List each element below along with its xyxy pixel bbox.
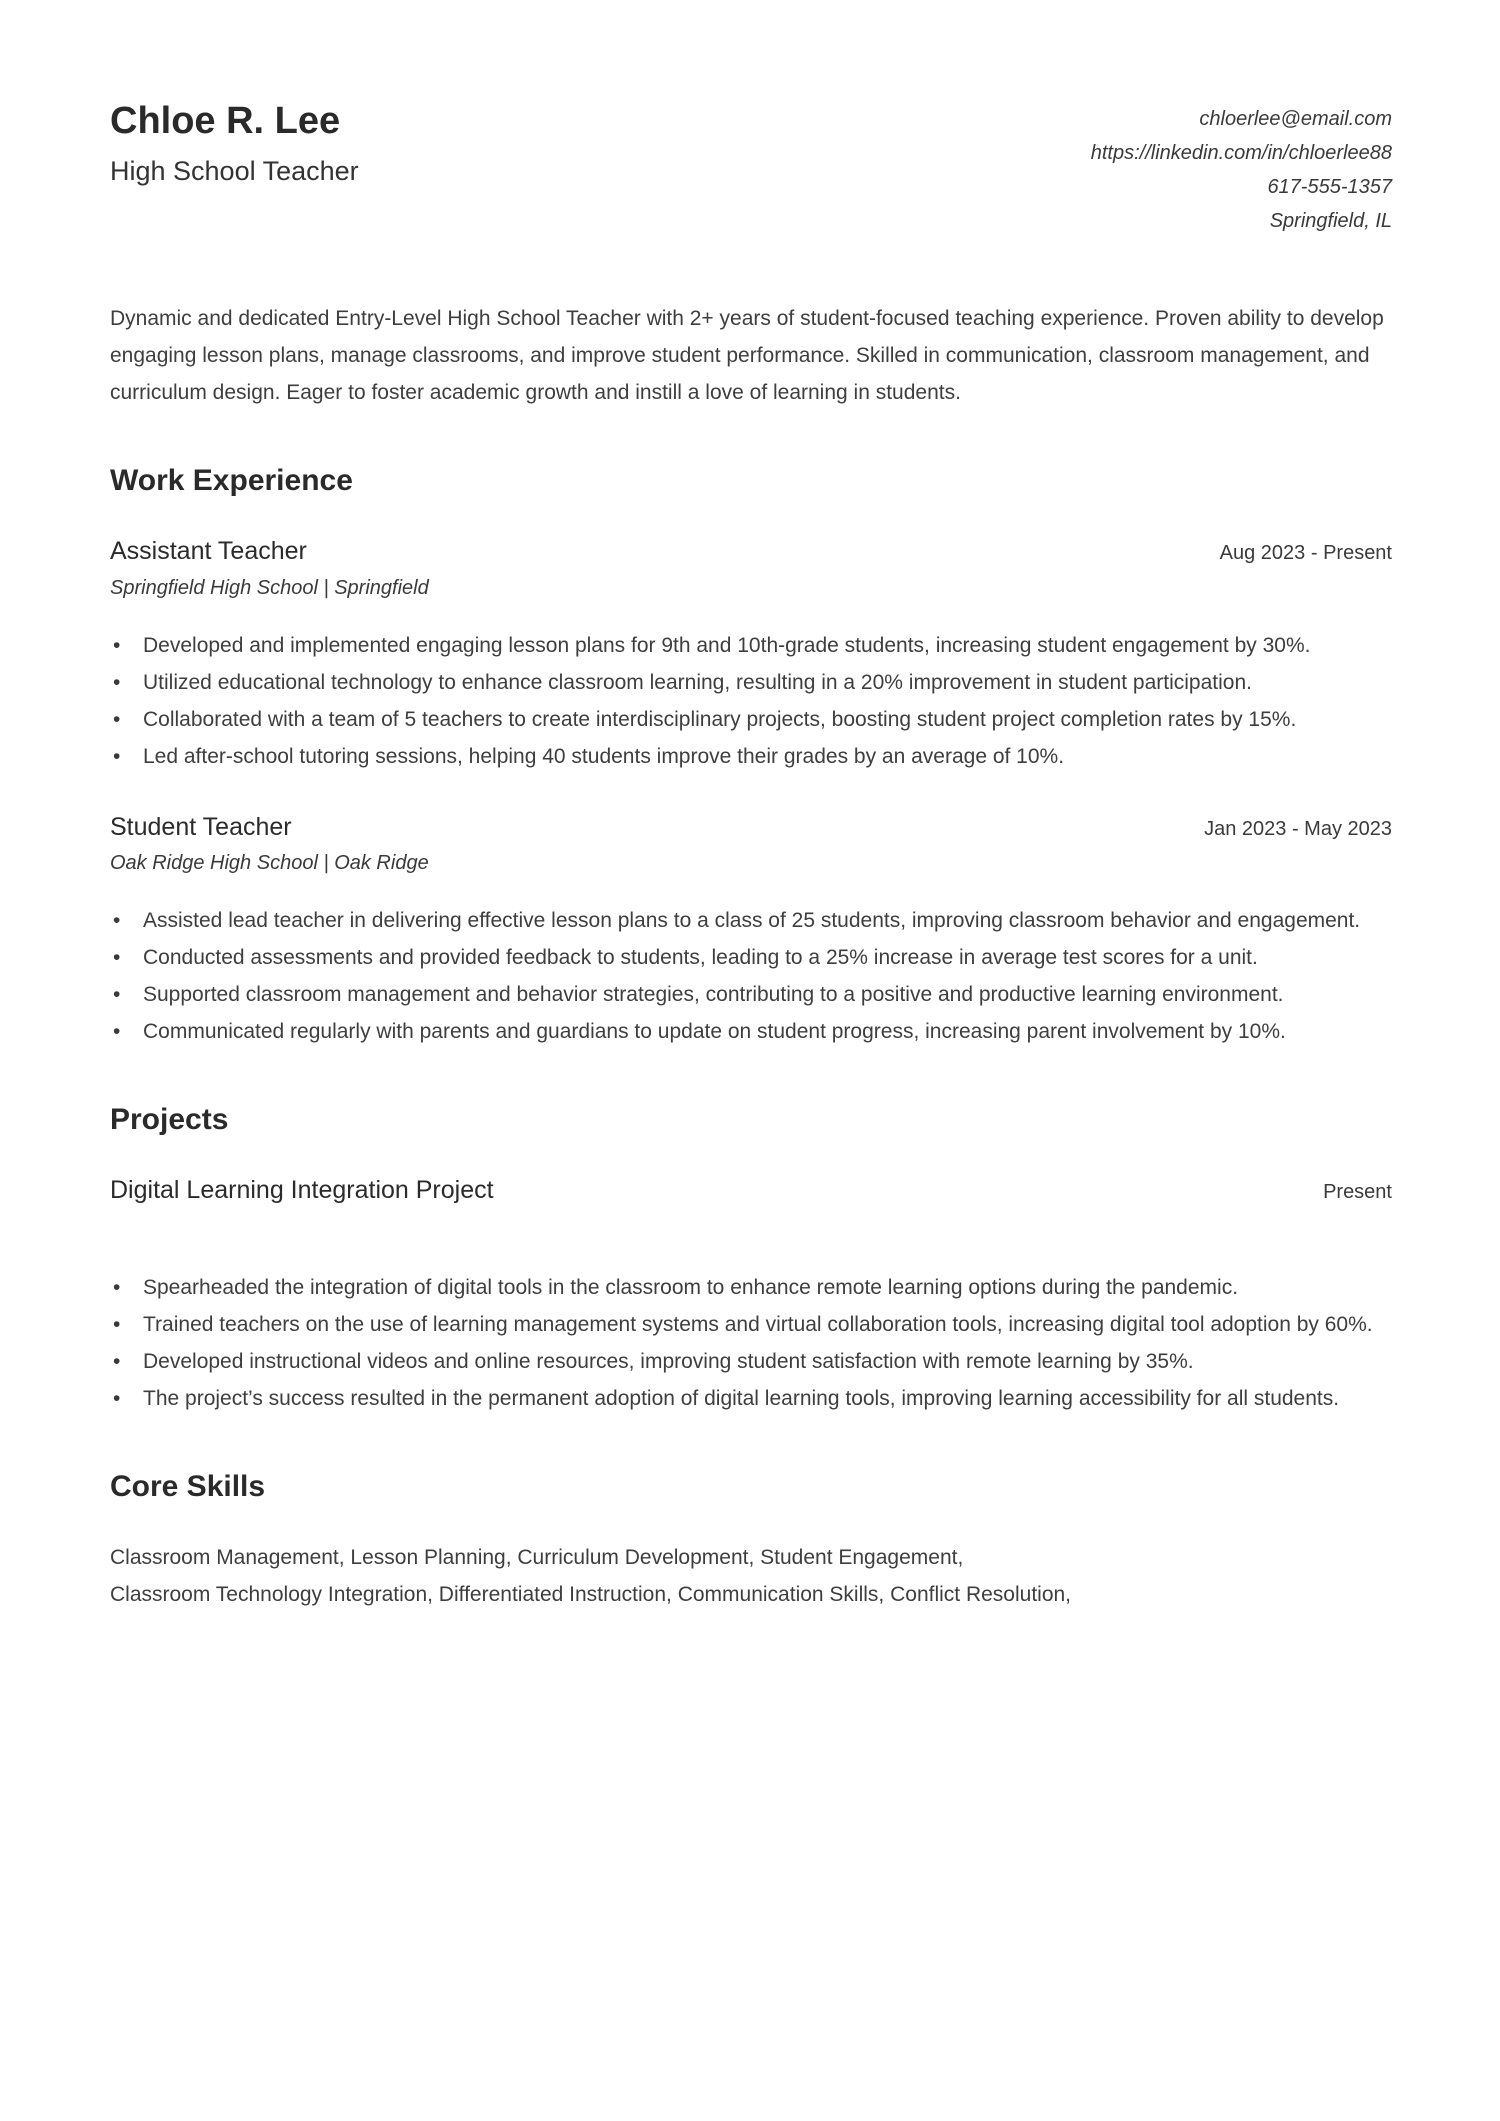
job-header: [110, 535, 1392, 568]
job-bullet: • Conducted assessments and provided feedback to students, leading to a 25% increase in average test scores for a unit.: [110, 939, 1392, 976]
contact-email: chloerlee@email.com: [1199, 108, 1392, 130]
job-bullet: • Collaborated with a team of 5 teachers to create interdisciplinary projects, boosting student project completion rates by 15%.: [110, 701, 1392, 738]
project-dates: Present: [1323, 1181, 1392, 1203]
project-bullet: • The project’s success resulted in the permanent adoption of digital learning tools, improving learning accessibility for all students.: [110, 1380, 1392, 1417]
core-skills-line: Classroom Technology Integration, Differentiated Instruction, Communication Skills, Conflict Resolution,: [110, 1582, 1072, 1606]
job-bullet: • Assisted lead teacher in delivering effective lesson plans to a class of 25 students, improving classroom behavior and engagement.: [110, 902, 1392, 939]
work-experience-heading: Work Experience: [110, 464, 353, 497]
identity-block: [110, 100, 359, 187]
job-bullet-list: [110, 902, 1392, 1050]
section-work-experience: [110, 463, 1392, 1050]
projects-heading: Projects: [110, 1103, 229, 1136]
job-bullet-list: [110, 627, 1392, 775]
core-skills-text: [110, 1539, 1392, 1613]
project-title: Digital Learning Integration Project: [110, 1176, 494, 1204]
project-bullet-list: [110, 1269, 1392, 1417]
job-bullet: • Developed and implemented engaging lesson plans for 9th and 10th-grade students, increasing student engagement by 30%.: [110, 627, 1392, 664]
job-company: Oak Ridge High School | Oak Ridge: [110, 852, 429, 874]
job-dates: Jan 2023 - May 2023: [1204, 817, 1392, 840]
job-title: Student Teacher: [110, 812, 292, 841]
project-header: [110, 1174, 1392, 1207]
contact-block: [1091, 100, 1392, 238]
job-company: Springfield High School | Springfield: [110, 576, 429, 599]
project-bullet: • Trained teachers on the use of learning management systems and virtual collaboration tools, increasing digital tool adoption by 60%.: [110, 1306, 1392, 1343]
section-core-skills: [110, 1469, 1392, 1613]
job-header: [110, 811, 1392, 844]
contact-phone: 617-555-1357: [1267, 176, 1392, 198]
resume-header: [110, 100, 1392, 238]
job-entry: [110, 535, 1392, 775]
section-projects: [110, 1102, 1392, 1417]
summary-paragraph: Dynamic and dedicated Entry-Level High School Teacher with 2+ years of student-focused teaching experience. Proven ability to develop engaging lesson plans, manage classrooms, and improve student performance. Skilled in communication, classroom management, and curriculum design. Eager to foster academic growth and instill a love of learning in students.: [110, 307, 1384, 404]
job-bullet: • Supported classroom management and behavior strategies, contributing to a positive and productive learning environment.: [110, 976, 1392, 1013]
job-bullet: • Communicated regularly with parents and guardians to update on student progress, increasing parent involvement by 10%.: [110, 1013, 1392, 1050]
job-bullet: • Utilized educational technology to enhance classroom learning, resulting in a 20% improvement in student participation.: [110, 664, 1392, 701]
candidate-headline: High School Teacher: [110, 155, 359, 186]
job-entry: [110, 811, 1392, 1051]
contact-linkedin: https://linkedin.com/in/chloerlee88: [1090, 142, 1392, 164]
candidate-name: Chloe R. Lee: [110, 100, 341, 142]
contact-location: Springfield, IL: [1269, 210, 1392, 232]
core-skills-line: Classroom Management, Lesson Planning, Curriculum Development, Student Engagement,: [110, 1545, 964, 1569]
job-title: Assistant Teacher: [110, 537, 307, 565]
project-entry: [110, 1174, 1392, 1417]
project-bullet: • Developed instructional videos and online resources, improving student satisfaction with remote learning by 35%.: [110, 1343, 1392, 1380]
job-bullet: • Led after-school tutoring sessions, helping 40 students improve their grades by an average of 10%.: [110, 738, 1392, 775]
project-bullet: • Spearheaded the integration of digital tools in the classroom to enhance remote learning options during the pandemic.: [110, 1269, 1392, 1306]
job-dates: Aug 2023 - Present: [1219, 542, 1392, 564]
core-skills-heading: Core Skills: [110, 1469, 266, 1503]
